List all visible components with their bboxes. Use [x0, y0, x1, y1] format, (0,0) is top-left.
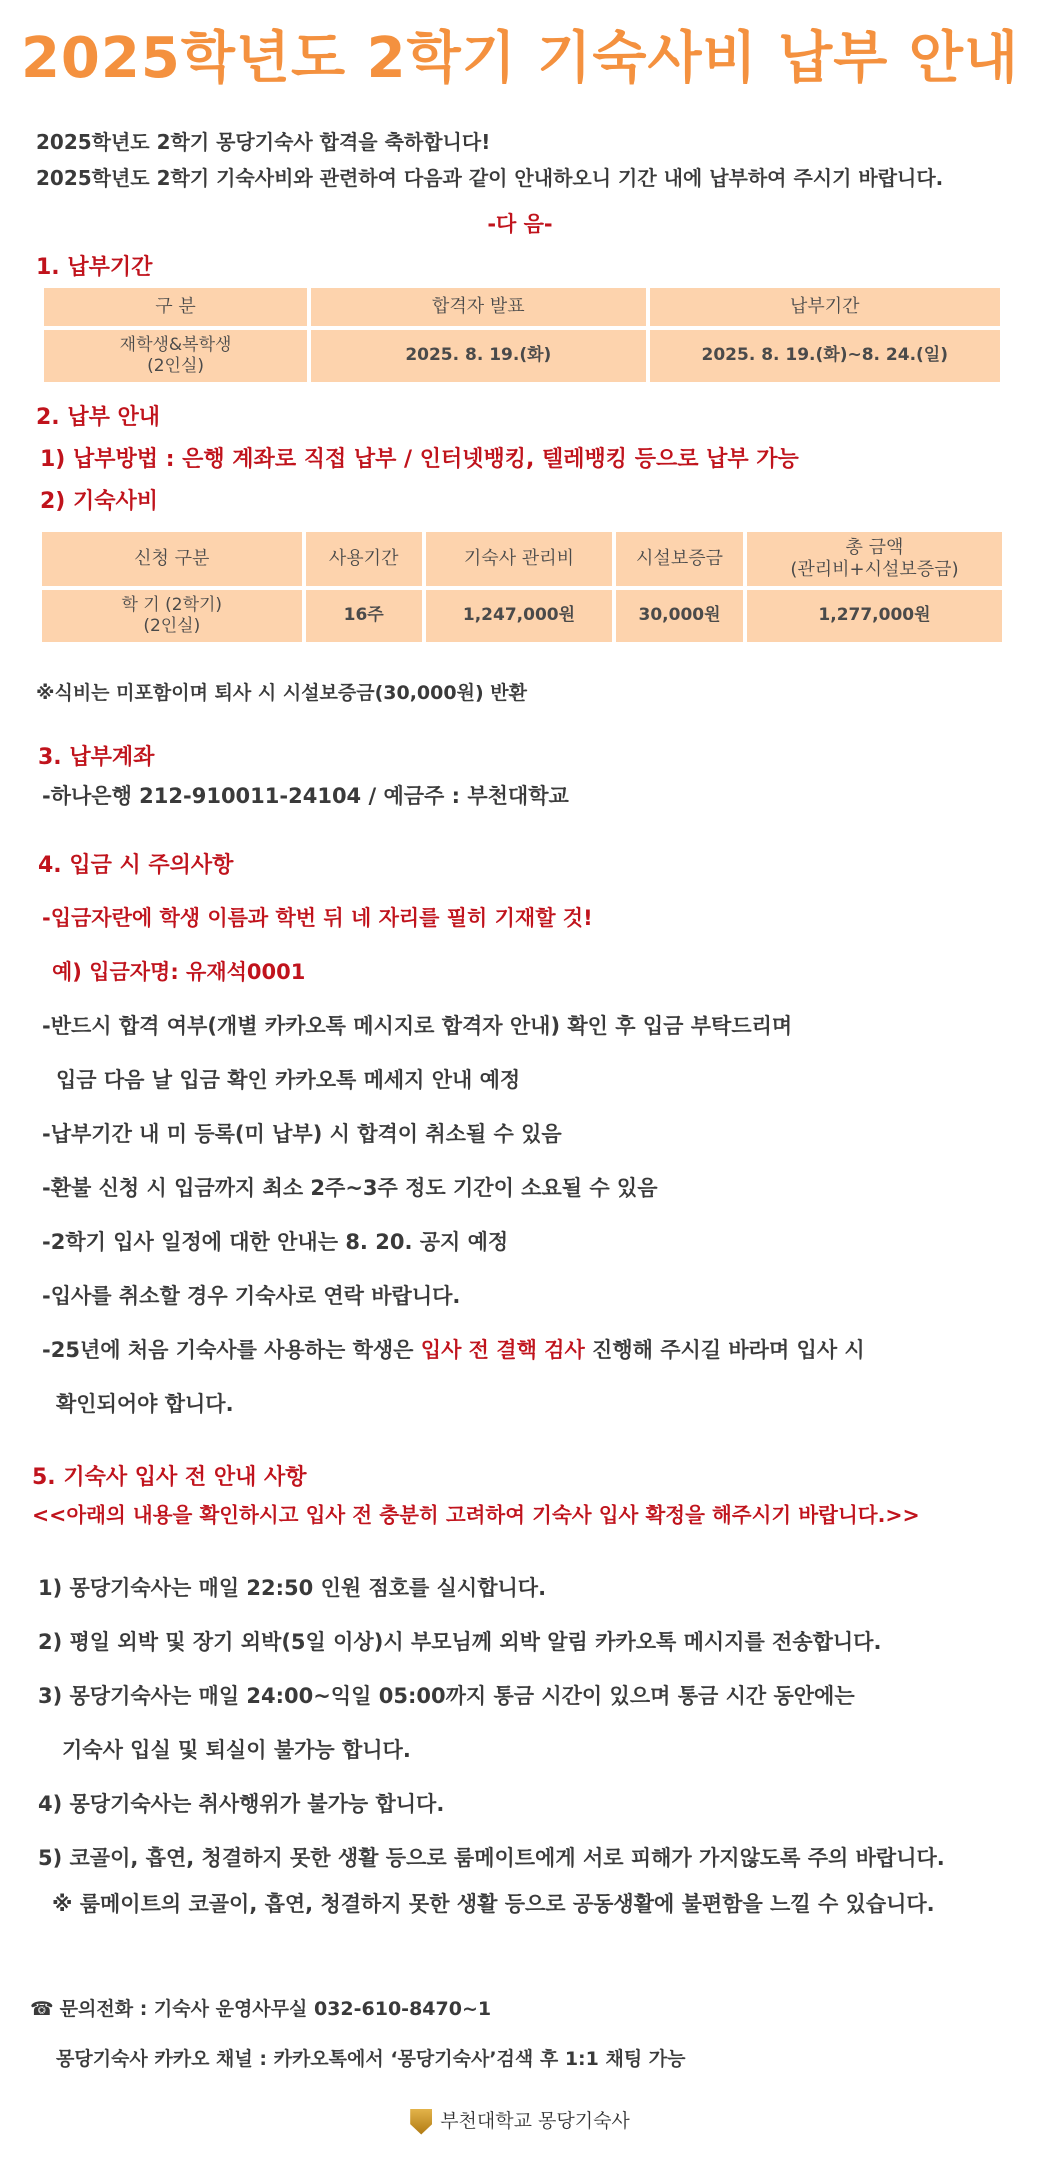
- phone-icon: ☎: [30, 1998, 54, 2020]
- deposit-warning-example: 예) 입금자명: 유재석0001: [52, 960, 306, 984]
- contact-phone: [30, 1994, 491, 2021]
- notice-item-6b: 확인되어야 합니다.: [56, 1392, 234, 1416]
- rule-item-4: 4) 몽당기숙사는 취사행위가 불가능 합니다.: [38, 1792, 445, 1816]
- section1-heading: 1. 납부기간: [36, 255, 153, 280]
- rule-item-5: 5) 코골이, 흡연, 청결하지 못한 생활 등으로 룸메이트에게 서로 피해가 가지않도록 주의 바랍니다.: [38, 1846, 945, 1870]
- contact-phone-text: 문의전화 : 기숙사 운영사무실 032-610-8470~1: [59, 1998, 492, 2020]
- notice-item-1a: -반드시 합격 여부(개별 카카오톡 메시지로 합격자 안내) 확인 후 입금 부탁드리며: [42, 1014, 793, 1038]
- table2-cell-total: 1,277,000원: [747, 590, 1002, 642]
- rule-item-3b: 기숙사 입실 및 퇴실이 불가능 합니다.: [62, 1738, 411, 1762]
- university-shield-icon: [410, 2109, 432, 2135]
- section5-subheading: <<아래의 내용을 확인하시고 입사 전 충분히 고려하여 기숙사 입사 확정을 해주시기 바랍니다.>>: [32, 1503, 920, 1527]
- notice-item-3: -환불 신청 시 입금까지 최소 2주~3주 정도 기간이 소요될 수 있음: [42, 1176, 658, 1200]
- table2-header-mgmt: 기숙사 관리비: [426, 532, 612, 586]
- table2-header-type: 신청 구분: [42, 532, 302, 586]
- intro-line-2: 2025학년도 2학기 기숙사비와 관련하여 다음과 같이 안내하오니 기간 내에 납부하여 주시기 바랍니다.: [36, 166, 944, 190]
- rule-item-2: 2) 평일 외박 및 장기 외박(5일 이상)시 부모님께 외박 알림 카카오톡 메시지를 전송합니다.: [38, 1630, 882, 1654]
- notice-item-6: [42, 1334, 865, 1364]
- dorm-fee-table: [38, 528, 1006, 646]
- notice-item-5: -입사를 취소할 경우 기숙사로 연락 바랍니다.: [42, 1284, 461, 1308]
- notice-item-2: -납부기간 내 미 등록(미 납부) 시 합격이 취소될 수 있음: [42, 1122, 562, 1146]
- section4-heading: 4. 입금 시 주의사항: [38, 853, 234, 878]
- table2-cell-type: 학 기 (2학기) (2인실): [42, 590, 302, 642]
- notice-item-1b: 입금 다음 날 입금 확인 카카오톡 메세지 안내 예정: [56, 1068, 521, 1092]
- section5-heading: 5. 기숙사 입사 전 안내 사항: [32, 1465, 307, 1490]
- footer-logo-text: 부천대학교 몽당기숙사: [440, 2110, 630, 2132]
- payment-period-table: [40, 284, 1004, 386]
- table1-header-announce: 합격자 발표: [311, 288, 645, 326]
- section2-heading: 2. 납부 안내: [36, 405, 160, 430]
- da-eum-label: -다 음-: [487, 212, 553, 236]
- tb-test-highlight: 입사 전 결핵 검사: [420, 1338, 585, 1362]
- fee-heading: 2) 기숙사비: [40, 489, 159, 514]
- table2-header-total: 총 금액 (관리비+시설보증금): [747, 532, 1002, 586]
- page-title: 2025학년도 2학기 기숙사비 납부 안내: [20, 26, 1020, 91]
- intro-line-1: 2025학년도 2학기 몽당기숙사 합격을 축하합니다!: [36, 130, 491, 154]
- meal-note: ※식비는 미포함이며 퇴사 시 시설보증금(30,000원) 반환: [36, 682, 527, 704]
- contact-kakao: 몽당기숙사 카카오 채널 : 카카오톡에서 ‘몽당기숙사’검색 후 1:1 채팅 가능: [56, 2048, 686, 2070]
- notice-item-4: -2학기 입사 일정에 대한 안내는 8. 20. 공지 예정: [42, 1230, 509, 1254]
- table1-header-period: 납부기간: [650, 288, 1000, 326]
- table1-header-category: 구 분: [44, 288, 307, 326]
- table1-cell-category: 재학생&복학생 (2인실): [44, 330, 307, 382]
- footer-logo: [0, 2106, 1040, 2135]
- rule-item-3a: 3) 몽당기숙사는 매일 24:00~익일 05:00까지 통금 시간이 있으며 통금 시간 동안에는: [38, 1684, 855, 1708]
- table2-header-duration: 사용기간: [306, 532, 422, 586]
- table1-cell-announce: 2025. 8. 19.(화): [311, 330, 645, 382]
- section3-heading: 3. 납부계좌: [38, 745, 155, 770]
- rule-item-5-note: ※ 룸메이트의 코골이, 흡연, 청결하지 못한 생활 등으로 공동생활에 불편함을 느낄 수 있습니다.: [52, 1892, 935, 1916]
- notice-item-6-post: 진행해 주시길 바라며 입사 시: [584, 1338, 865, 1362]
- deposit-warning-1: -입금자란에 학생 이름과 학번 뒤 네 자리를 필히 기재할 것!: [42, 906, 593, 930]
- account-info: -하나은행 212-910011-24104 / 예금주 : 부천대학교: [42, 784, 569, 808]
- table2-cell-mgmt: 1,247,000원: [426, 590, 612, 642]
- table1-cell-period: 2025. 8. 19.(화)~8. 24.(일): [650, 330, 1000, 382]
- notice-item-6-pre: -25년에 처음 기숙사를 사용하는 학생은: [42, 1338, 421, 1362]
- payment-method: 1) 납부방법 : 은행 계좌로 직접 납부 / 인터넷뱅킹, 텔레뱅킹 등으로 납부 가능: [40, 447, 799, 472]
- table2-header-deposit: 시설보증금: [616, 532, 743, 586]
- table2-cell-deposit: 30,000원: [616, 590, 743, 642]
- rule-item-1: 1) 몽당기숙사는 매일 22:50 인원 점호를 실시합니다.: [38, 1576, 547, 1600]
- table2-cell-duration: 16주: [306, 590, 422, 642]
